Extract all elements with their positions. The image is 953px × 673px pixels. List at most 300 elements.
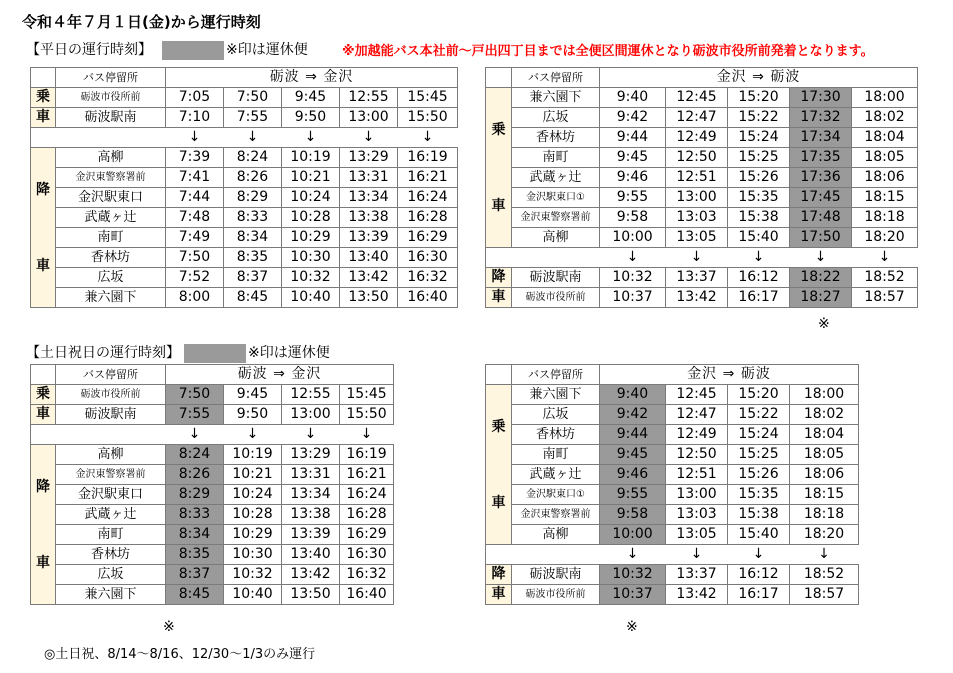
stop-name: 砺波市役所前 — [512, 585, 600, 605]
departure-time: 18:18 — [790, 505, 859, 525]
departure-time: 10:32 — [282, 268, 340, 288]
departure-time: 18:02 — [790, 405, 859, 425]
stop-name: 南町 — [512, 148, 600, 168]
weekday-note: ※印は運休便 — [226, 42, 308, 58]
weekday-out-table — [30, 67, 458, 308]
departure-time: 7:55 — [166, 405, 224, 425]
departure-time: 16:21 — [398, 168, 458, 188]
stop-name: 金沢駅東口 — [56, 188, 166, 208]
table-row — [31, 545, 394, 565]
departure-time: 10:40 — [224, 585, 282, 605]
departure-time: 15:45 — [340, 385, 394, 405]
departure-time: 15:22 — [728, 108, 790, 128]
arrow-blank — [31, 425, 166, 445]
direction-header: 金沢 ⇒ 砺波 — [600, 365, 859, 385]
stop-name: 広坂 — [56, 268, 166, 288]
holiday-in-kome-mark: ※ — [626, 619, 638, 635]
departure-time: 9:42 — [600, 405, 666, 425]
departure-time: 15:26 — [728, 168, 790, 188]
side-label — [31, 445, 56, 605]
table-row — [31, 405, 394, 425]
table-row — [31, 485, 394, 505]
table-row — [31, 108, 458, 128]
departure-time: 18:52 — [852, 268, 918, 288]
table-header-row — [31, 68, 458, 88]
down-arrow: ↓ — [224, 425, 282, 445]
departure-time: 7:48 — [166, 208, 224, 228]
table-row — [31, 465, 394, 485]
departure-time: 9:58 — [600, 505, 666, 525]
departure-time: 10:28 — [282, 208, 340, 228]
stop-name: 兼六園下 — [56, 288, 166, 308]
departure-time: 10:30 — [282, 248, 340, 268]
departure-time: 15:25 — [728, 445, 790, 465]
table-row — [31, 268, 458, 288]
down-arrow: ↓ — [166, 425, 224, 445]
departure-time: 18:18 — [852, 208, 918, 228]
stop-name: 高柳 — [512, 525, 600, 545]
side-label-char: 降 — [36, 478, 50, 495]
direction-header: 砺波 ⇒ 金沢 — [166, 365, 394, 385]
departure-time: 18:20 — [852, 228, 918, 248]
t-wo-side-label: 乗 — [31, 88, 56, 108]
side-label-text — [486, 389, 511, 541]
down-arrow: ↓ — [600, 248, 666, 268]
down-arrow: ↓ — [282, 425, 340, 445]
holiday-out-table — [30, 364, 394, 605]
table-row — [486, 88, 918, 108]
stop-name: 金沢駅東口 — [56, 485, 166, 505]
departure-time: 12:49 — [666, 128, 728, 148]
stop-name: 砺波市役所前 — [56, 385, 166, 405]
departure-time: 16:24 — [340, 485, 394, 505]
header-corner — [31, 68, 56, 88]
departure-time: 13:50 — [282, 585, 340, 605]
departure-time: 10:19 — [224, 445, 282, 465]
departure-time: 13:00 — [666, 485, 728, 505]
departure-time: 9:58 — [600, 208, 666, 228]
departure-time: 13:34 — [340, 188, 398, 208]
arrow-blank — [486, 248, 600, 268]
stop-name: 砺波駅南 — [56, 108, 166, 128]
departure-time: 15:20 — [728, 385, 790, 405]
down-arrow: ↓ — [728, 248, 790, 268]
side-label — [486, 385, 512, 545]
departure-time: 10:28 — [224, 505, 282, 525]
stop-name: 砺波駅南 — [512, 268, 600, 288]
departure-time: 13:37 — [666, 565, 728, 585]
arrow-row — [486, 248, 918, 268]
stop-column-header: バス停留所 — [56, 365, 166, 385]
table-row — [486, 525, 859, 545]
stop-name: 金沢東警察署前 — [512, 208, 600, 228]
departure-time: 9:46 — [600, 465, 666, 485]
departure-time: 10:24 — [282, 188, 340, 208]
departure-time: 13:39 — [282, 525, 340, 545]
departure-time: 16:30 — [340, 545, 394, 565]
departure-time: 12:47 — [666, 405, 728, 425]
warning-text: ※加越能バス本社前～戸出四丁目までは全便区間運休となり砺波市役所前発着となります。 — [342, 44, 874, 59]
departure-time: 18:15 — [852, 188, 918, 208]
stop-name: 金沢東警察署前 — [56, 465, 166, 485]
departure-time: 13:38 — [340, 208, 398, 228]
holiday-out-kome-mark: ※ — [163, 619, 175, 635]
suspended-swatch — [162, 41, 224, 60]
stop-name: 香林坊 — [512, 128, 600, 148]
table-row — [486, 148, 918, 168]
departure-time: 10:32 — [600, 268, 666, 288]
departure-time: 15:45 — [398, 88, 458, 108]
stop-name: 兼六園下 — [512, 385, 600, 405]
departure-time: 9:44 — [600, 128, 666, 148]
side-label-char: 乗 — [491, 418, 506, 435]
departure-time: 9:40 — [600, 88, 666, 108]
departure-time: 18:00 — [790, 385, 859, 405]
departure-time: 9:50 — [282, 108, 340, 128]
departure-time: 16:29 — [340, 525, 394, 545]
stop-name: 兼六園下 — [56, 585, 166, 605]
weekday-kome-mark: ※ — [818, 316, 830, 332]
departure-time: 8:45 — [166, 585, 224, 605]
down-arrow: ↓ — [600, 545, 666, 565]
departure-time: 15:38 — [728, 208, 790, 228]
departure-time: 13:29 — [340, 148, 398, 168]
departure-time: 18:04 — [790, 425, 859, 445]
departure-time: 9:40 — [600, 385, 666, 405]
departure-time: 13:05 — [666, 228, 728, 248]
table-row — [486, 288, 918, 308]
departure-time: 15:20 — [728, 88, 790, 108]
stop-name: 高柳 — [512, 228, 600, 248]
down-arrow: ↓ — [224, 128, 282, 148]
stop-name: 金沢駅東口① — [512, 188, 600, 208]
table-row — [31, 525, 394, 545]
departure-time: 15:50 — [398, 108, 458, 128]
departure-time: 9:42 — [600, 108, 666, 128]
t-wi-side-label: 車 — [486, 288, 512, 308]
departure-time: 12:55 — [340, 88, 398, 108]
departure-time: 13:38 — [282, 505, 340, 525]
departure-time: 7:49 — [166, 228, 224, 248]
side-label-char: 車 — [491, 197, 506, 214]
departure-time: 13:42 — [666, 288, 728, 308]
arrow-row — [31, 425, 394, 445]
stop-name: 武蔵ヶ辻 — [512, 465, 600, 485]
departure-time: 12:50 — [666, 148, 728, 168]
departure-time: 16:19 — [340, 445, 394, 465]
header-corner — [486, 68, 512, 88]
departure-time: 9:44 — [600, 425, 666, 445]
arrow-row — [486, 545, 859, 565]
table-row — [486, 485, 859, 505]
t-ho-side-label: 乗 — [31, 385, 56, 405]
departure-time: 10:24 — [224, 485, 282, 505]
arrow-blank — [486, 545, 600, 565]
departure-time: 10:29 — [282, 228, 340, 248]
departure-time: 8:37 — [224, 268, 282, 288]
departure-time: 17:32 — [790, 108, 852, 128]
down-arrow: ↓ — [282, 128, 340, 148]
table-row — [486, 505, 859, 525]
table-row — [31, 208, 458, 228]
holiday-label-row — [26, 342, 330, 363]
departure-time: 8:34 — [224, 228, 282, 248]
departure-time: 7:50 — [224, 88, 282, 108]
table-row — [31, 168, 458, 188]
departure-time: 8:37 — [166, 565, 224, 585]
departure-time: 18:05 — [790, 445, 859, 465]
table-row — [486, 405, 859, 425]
stop-name: 武蔵ヶ辻 — [512, 168, 600, 188]
table-row — [31, 385, 394, 405]
table-row — [486, 228, 918, 248]
table-row — [486, 585, 859, 605]
departure-time: 13:00 — [340, 108, 398, 128]
departure-time: 18:57 — [852, 288, 918, 308]
departure-time: 7:10 — [166, 108, 224, 128]
table-row — [486, 565, 859, 585]
stop-name: 金沢東警察署前 — [56, 168, 166, 188]
departure-time: 15:50 — [340, 405, 394, 425]
departure-time: 16:28 — [340, 505, 394, 525]
departure-time: 13:03 — [666, 505, 728, 525]
departure-time: 12:49 — [666, 425, 728, 445]
arrow-blank — [31, 128, 166, 148]
stop-name: 南町 — [512, 445, 600, 465]
stop-name: 砺波駅南 — [512, 565, 600, 585]
departure-time: 17:34 — [790, 128, 852, 148]
departure-time: 10:32 — [224, 565, 282, 585]
table-row — [486, 465, 859, 485]
departure-time: 13:42 — [282, 565, 340, 585]
departure-time: 8:35 — [224, 248, 282, 268]
departure-time: 7:50 — [166, 248, 224, 268]
holiday-note: ※印は運休便 — [248, 345, 330, 361]
side-label — [31, 148, 56, 308]
t-wo-side-label: 車 — [31, 108, 56, 128]
departure-time: 13:00 — [666, 188, 728, 208]
departure-time: 15:24 — [728, 425, 790, 445]
holiday-in-table — [485, 364, 859, 605]
header-corner — [486, 365, 512, 385]
down-arrow: ↓ — [666, 248, 728, 268]
departure-time: 15:24 — [728, 128, 790, 148]
departure-time: 18:57 — [790, 585, 859, 605]
side-label-char: 乗 — [491, 121, 506, 138]
table-row — [486, 445, 859, 465]
departure-time: 18:06 — [852, 168, 918, 188]
departure-time: 16:17 — [728, 288, 790, 308]
departure-time: 15:25 — [728, 148, 790, 168]
stop-name: 砺波駅南 — [56, 405, 166, 425]
stop-name: 砺波市役所前 — [512, 288, 600, 308]
departure-time: 10:21 — [282, 168, 340, 188]
header-corner — [31, 365, 56, 385]
departure-time: 9:45 — [600, 445, 666, 465]
side-label-char: 車 — [491, 494, 506, 511]
stop-column-header: バス停留所 — [512, 68, 600, 88]
stop-name: 砺波市役所前 — [56, 88, 166, 108]
departure-time: 18:27 — [790, 288, 852, 308]
departure-time: 10:30 — [224, 545, 282, 565]
departure-time: 8:33 — [224, 208, 282, 228]
departure-time: 18:05 — [852, 148, 918, 168]
departure-time: 15:40 — [728, 525, 790, 545]
stop-name: 南町 — [56, 228, 166, 248]
departure-time: 10:37 — [600, 585, 666, 605]
direction-header: 金沢 ⇒ 砺波 — [600, 68, 918, 88]
t-wi-side-label: 降 — [486, 268, 512, 288]
holiday-label: 【土日祝日の運行時刻】 — [26, 345, 180, 361]
departure-time: 9:45 — [282, 88, 340, 108]
stop-column-header: バス停留所 — [56, 68, 166, 88]
down-arrow: ↓ — [790, 545, 859, 565]
departure-time: 18:04 — [852, 128, 918, 148]
stop-name: 武蔵ヶ辻 — [56, 208, 166, 228]
stop-name: 香林坊 — [56, 545, 166, 565]
departure-time: 10:00 — [600, 525, 666, 545]
stop-name: 高柳 — [56, 445, 166, 465]
departure-time: 12:51 — [666, 465, 728, 485]
departure-time: 16:40 — [340, 585, 394, 605]
stop-column-header: バス停留所 — [512, 365, 600, 385]
departure-time: 10:29 — [224, 525, 282, 545]
departure-time: 8:29 — [166, 485, 224, 505]
departure-time: 15:38 — [728, 505, 790, 525]
departure-time: 13:37 — [666, 268, 728, 288]
departure-time: 7:50 — [166, 385, 224, 405]
departure-time: 8:24 — [166, 445, 224, 465]
departure-time: 16:32 — [398, 268, 458, 288]
table-row — [486, 128, 918, 148]
departure-time: 7:52 — [166, 268, 224, 288]
departure-time: 13:42 — [666, 585, 728, 605]
departure-time: 16:12 — [728, 268, 790, 288]
departure-time: 8:00 — [166, 288, 224, 308]
t-hi-side-label: 降 — [486, 565, 512, 585]
table-header-row — [31, 365, 394, 385]
departure-time: 7:44 — [166, 188, 224, 208]
departure-time: 8:45 — [224, 288, 282, 308]
departure-time: 16:30 — [398, 248, 458, 268]
table-row — [486, 268, 918, 288]
departure-time: 10:37 — [600, 288, 666, 308]
table-row — [486, 385, 859, 405]
departure-time: 10:21 — [224, 465, 282, 485]
departure-time: 13:39 — [340, 228, 398, 248]
departure-time: 18:00 — [852, 88, 918, 108]
footnote: ◎土日祝、8/14～8/16、12/30～1/3のみ運行 — [44, 647, 316, 662]
side-label-char: 車 — [36, 257, 50, 274]
departure-time: 17:48 — [790, 208, 852, 228]
departure-time: 13:40 — [340, 248, 398, 268]
down-arrow: ↓ — [666, 545, 728, 565]
stop-name: 南町 — [56, 525, 166, 545]
departure-time: 17:36 — [790, 168, 852, 188]
table-row — [31, 565, 394, 585]
direction-header: 砺波 ⇒ 金沢 — [166, 68, 458, 88]
down-arrow: ↓ — [790, 248, 852, 268]
departure-time: 13:05 — [666, 525, 728, 545]
departure-time: 16:32 — [340, 565, 394, 585]
departure-time: 10:40 — [282, 288, 340, 308]
departure-time: 9:55 — [600, 485, 666, 505]
side-label — [486, 88, 512, 248]
departure-time: 16:28 — [398, 208, 458, 228]
departure-time: 12:55 — [282, 385, 340, 405]
weekday-label-row — [26, 39, 308, 60]
departure-time: 13:31 — [282, 465, 340, 485]
table-row — [486, 425, 859, 445]
departure-time: 13:31 — [340, 168, 398, 188]
departure-time: 16:19 — [398, 148, 458, 168]
stop-name: 高柳 — [56, 148, 166, 168]
departure-time: 10:19 — [282, 148, 340, 168]
departure-time: 18:20 — [790, 525, 859, 545]
table-row — [31, 148, 458, 168]
departure-time: 8:35 — [166, 545, 224, 565]
departure-time: 16:24 — [398, 188, 458, 208]
departure-time: 15:40 — [728, 228, 790, 248]
departure-time: 15:26 — [728, 465, 790, 485]
side-label-text — [31, 449, 55, 601]
departure-time: 16:17 — [728, 585, 790, 605]
departure-time: 9:55 — [600, 188, 666, 208]
stop-name: 金沢東警察署前 — [512, 505, 600, 525]
departure-time: 8:33 — [166, 505, 224, 525]
table-header-row — [486, 365, 859, 385]
departure-time: 7:41 — [166, 168, 224, 188]
departure-time: 9:45 — [224, 385, 282, 405]
table-row — [31, 248, 458, 268]
arrow-row — [31, 128, 458, 148]
stop-name: 広坂 — [56, 565, 166, 585]
departure-time: 17:30 — [790, 88, 852, 108]
departure-time: 18:02 — [852, 108, 918, 128]
departure-time: 8:26 — [224, 168, 282, 188]
departure-time: 13:40 — [282, 545, 340, 565]
table-row — [31, 88, 458, 108]
departure-time: 7:55 — [224, 108, 282, 128]
departure-time: 12:51 — [666, 168, 728, 188]
departure-time: 15:35 — [728, 188, 790, 208]
stop-name: 広坂 — [512, 405, 600, 425]
table-row — [31, 288, 458, 308]
side-label-text — [486, 92, 511, 244]
down-arrow: ↓ — [728, 545, 790, 565]
departure-time: 16:29 — [398, 228, 458, 248]
weekday-in-table — [485, 67, 918, 308]
stop-name: 金沢駅東口① — [512, 485, 600, 505]
departure-time: 12:45 — [666, 88, 728, 108]
side-label-text — [31, 152, 55, 304]
departure-time: 16:21 — [340, 465, 394, 485]
table-row — [31, 505, 394, 525]
departure-time: 10:32 — [600, 565, 666, 585]
departure-time: 7:05 — [166, 88, 224, 108]
departure-time: 13:29 — [282, 445, 340, 465]
departure-time: 8:26 — [166, 465, 224, 485]
departure-time: 8:34 — [166, 525, 224, 545]
departure-time: 16:12 — [728, 565, 790, 585]
departure-time: 15:35 — [728, 485, 790, 505]
departure-time: 18:22 — [790, 268, 852, 288]
page-title: 令和４年７月１日(金)から運行時刻 — [22, 13, 261, 31]
departure-time: 18:15 — [790, 485, 859, 505]
departure-time: 8:29 — [224, 188, 282, 208]
table-row — [486, 188, 918, 208]
table-row — [486, 168, 918, 188]
